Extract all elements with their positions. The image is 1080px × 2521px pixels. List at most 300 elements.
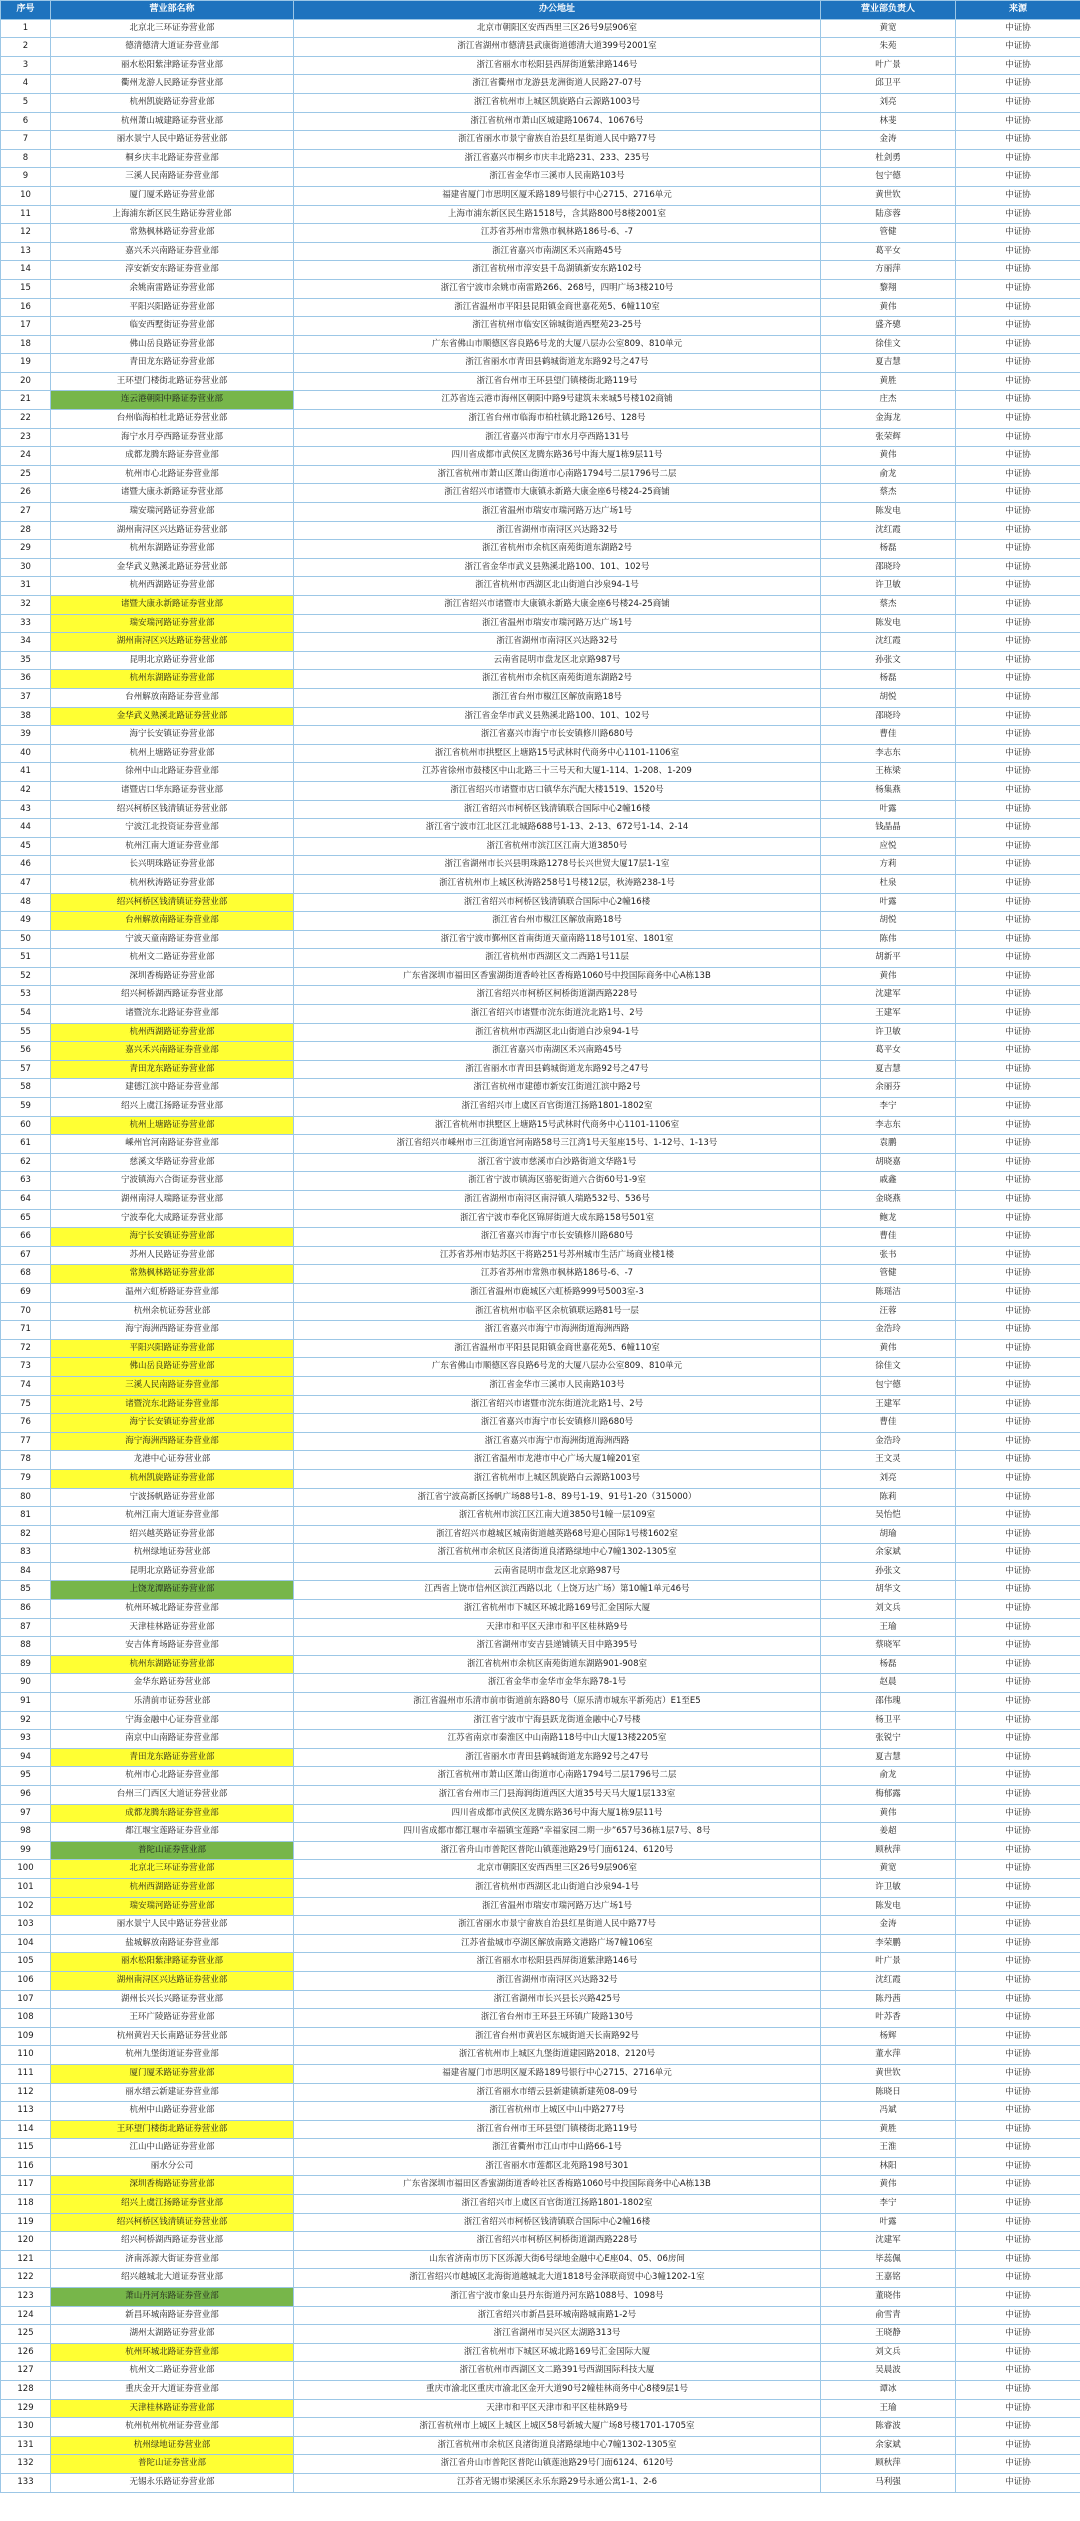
source-cell[interactable]: 中证协 — [956, 726, 1080, 745]
address-cell[interactable]: 浙江省湖州市南浔区南浔镇人瑞路532号、536号 — [294, 1191, 821, 1210]
source-cell[interactable]: 中证协 — [956, 558, 1080, 577]
manager-cell[interactable]: 李宁 — [821, 2195, 956, 2214]
branch-name-cell[interactable]: 天津桂林路证券营业部 — [51, 2399, 294, 2418]
branch-name-cell[interactable]: 海宁海洲西路证券营业部 — [51, 1432, 294, 1451]
source-cell[interactable]: 中证协 — [956, 2139, 1080, 2158]
source-cell[interactable]: 中证协 — [956, 521, 1080, 540]
manager-cell[interactable]: 叶露 — [821, 893, 956, 912]
source-cell[interactable]: 中证协 — [956, 298, 1080, 317]
source-cell[interactable]: 中证协 — [956, 874, 1080, 893]
index-cell[interactable]: 127 — [1, 2362, 51, 2381]
branch-name-cell[interactable]: 丽水分公司 — [51, 2157, 294, 2176]
manager-cell[interactable]: 陈发电 — [821, 503, 956, 522]
manager-cell[interactable]: 戚鑫 — [821, 1172, 956, 1191]
index-cell[interactable]: 60 — [1, 1116, 51, 1135]
branch-name-cell[interactable]: 丽水景宁人民中路证券营业部 — [51, 1916, 294, 1935]
index-cell[interactable]: 16 — [1, 298, 51, 317]
index-cell[interactable]: 94 — [1, 1748, 51, 1767]
address-cell[interactable]: 浙江省湖州市南浔区兴达路32号 — [294, 1971, 821, 1990]
address-cell[interactable]: 浙江省湖州市南浔区兴达路32号 — [294, 521, 821, 540]
manager-cell[interactable]: 余家斌 — [821, 2436, 956, 2455]
index-cell[interactable]: 19 — [1, 354, 51, 373]
source-cell[interactable]: 中证协 — [956, 2195, 1080, 2214]
source-cell[interactable]: 中证协 — [956, 763, 1080, 782]
index-cell[interactable]: 89 — [1, 1655, 51, 1674]
manager-cell[interactable]: 邵晓玲 — [821, 558, 956, 577]
index-cell[interactable]: 67 — [1, 1246, 51, 1265]
address-cell[interactable]: 浙江省嘉兴市海宁市长安镇修川路680号 — [294, 1228, 821, 1247]
branch-name-cell[interactable]: 王环广陵路证券营业部 — [51, 2009, 294, 2028]
source-cell[interactable]: 中证协 — [956, 38, 1080, 57]
index-cell[interactable]: 117 — [1, 2176, 51, 2195]
source-cell[interactable]: 中证协 — [956, 1525, 1080, 1544]
source-cell[interactable]: 中证协 — [956, 1748, 1080, 1767]
source-cell[interactable]: 中证协 — [956, 2325, 1080, 2344]
source-cell[interactable]: 中证协 — [956, 1060, 1080, 1079]
address-cell[interactable]: 江苏省苏州市常熟市枫林路186号-6、-7 — [294, 1265, 821, 1284]
address-cell[interactable]: 浙江省温州市瑞安市瑞河路万达广场1号 — [294, 1897, 821, 1916]
address-cell[interactable]: 浙江省丽水市松阳县西屏街道紫津路146号 — [294, 1953, 821, 1972]
address-cell[interactable]: 浙江省湖州市长兴县明珠路1278号长兴世贸大厦17层1-1室 — [294, 856, 821, 875]
branch-name-cell[interactable]: 杭州上塘路证券营业部 — [51, 1116, 294, 1135]
branch-name-cell[interactable]: 诸暨浣东北路证券营业部 — [51, 1005, 294, 1024]
branch-name-cell[interactable]: 建德江滨中路证券营业部 — [51, 1079, 294, 1098]
source-cell[interactable]: 中证协 — [956, 1786, 1080, 1805]
manager-cell[interactable]: 林阳 — [821, 2157, 956, 2176]
manager-cell[interactable]: 杨集燕 — [821, 781, 956, 800]
branch-name-cell[interactable]: 杭州萧山城建路证券营业部 — [51, 112, 294, 131]
manager-cell[interactable]: 金涛 — [821, 131, 956, 150]
source-cell[interactable]: 中证协 — [956, 372, 1080, 391]
source-cell[interactable]: 中证协 — [956, 2046, 1080, 2065]
branch-name-cell[interactable]: 杭州绿地证券营业部 — [51, 2436, 294, 2455]
source-cell[interactable]: 中证协 — [956, 2176, 1080, 2195]
manager-cell[interactable]: 刘文兵 — [821, 2343, 956, 2362]
index-cell[interactable]: 55 — [1, 1023, 51, 1042]
index-cell[interactable]: 7 — [1, 131, 51, 150]
address-cell[interactable]: 浙江省金华市三溪市人民南路103号 — [294, 1376, 821, 1395]
manager-cell[interactable]: 袁鹏 — [821, 1135, 956, 1154]
address-cell[interactable]: 浙江省嘉兴市海宁市水月亭西路131号 — [294, 428, 821, 447]
branch-name-cell[interactable]: 湖州南浔区兴达路证券营业部 — [51, 633, 294, 652]
manager-cell[interactable]: 黄伟 — [821, 2176, 956, 2195]
manager-cell[interactable]: 黄伟 — [821, 1339, 956, 1358]
manager-cell[interactable]: 王建军 — [821, 1395, 956, 1414]
index-cell[interactable]: 129 — [1, 2399, 51, 2418]
source-cell[interactable]: 中证协 — [956, 1153, 1080, 1172]
manager-cell[interactable]: 金海龙 — [821, 410, 956, 429]
source-cell[interactable]: 中证协 — [956, 800, 1080, 819]
source-cell[interactable]: 中证协 — [956, 2157, 1080, 2176]
branch-name-cell[interactable]: 台州临海柏杜北路证券营业部 — [51, 410, 294, 429]
address-cell[interactable]: 浙江省嘉兴市海宁市海洲街道海洲西路 — [294, 1321, 821, 1340]
manager-cell[interactable]: 顾秋萍 — [821, 1841, 956, 1860]
index-cell[interactable]: 61 — [1, 1135, 51, 1154]
index-cell[interactable]: 9 — [1, 168, 51, 187]
source-cell[interactable]: 中证协 — [956, 1376, 1080, 1395]
manager-cell[interactable]: 王晓静 — [821, 2325, 956, 2344]
index-cell[interactable]: 30 — [1, 558, 51, 577]
index-cell[interactable]: 75 — [1, 1395, 51, 1414]
source-cell[interactable]: 中证协 — [956, 670, 1080, 689]
manager-cell[interactable]: 沈红霞 — [821, 521, 956, 540]
manager-cell[interactable]: 孙张文 — [821, 1562, 956, 1581]
manager-cell[interactable]: 蔡晓军 — [821, 1637, 956, 1656]
source-cell[interactable]: 中证协 — [956, 279, 1080, 298]
branch-name-cell[interactable]: 杭州上塘路证券营业部 — [51, 744, 294, 763]
index-cell[interactable]: 44 — [1, 819, 51, 838]
branch-name-cell[interactable]: 瑞安瑞河路证券营业部 — [51, 1897, 294, 1916]
manager-cell[interactable]: 胡悦 — [821, 912, 956, 931]
branch-name-cell[interactable]: 海宁水月亭西路证券营业部 — [51, 428, 294, 447]
index-cell[interactable]: 112 — [1, 2083, 51, 2102]
address-cell[interactable]: 浙江省杭州市上城区秋涛路258号1号楼12层，秋涛路238-1号 — [294, 874, 821, 893]
branch-name-cell[interactable]: 宁波天童南路证券营业部 — [51, 930, 294, 949]
source-cell[interactable]: 中证协 — [956, 112, 1080, 131]
address-cell[interactable]: 浙江省台州市王环县望门镇楼街北路119号 — [294, 2120, 821, 2139]
source-cell[interactable]: 中证协 — [956, 1172, 1080, 1191]
address-cell[interactable]: 浙江省杭州市拱墅区上塘路15号武林时代商务中心1101-1106室 — [294, 744, 821, 763]
index-cell[interactable]: 8 — [1, 149, 51, 168]
address-cell[interactable]: 浙江省杭州市余杭区良渚街道良渚路绿地中心7幢1302-1305室 — [294, 2436, 821, 2455]
manager-cell[interactable]: 黄伟 — [821, 447, 956, 466]
branch-name-cell[interactable]: 湖州南浔区兴达路证券营业部 — [51, 1971, 294, 1990]
branch-name-cell[interactable]: 绍兴柯桥湖西路证券营业部 — [51, 986, 294, 1005]
index-cell[interactable]: 122 — [1, 2269, 51, 2288]
address-cell[interactable]: 浙江省绍兴市诸暨市大康镇永新路大康金座6号楼24-25商铺 — [294, 484, 821, 503]
manager-cell[interactable]: 黄伟 — [821, 967, 956, 986]
branch-name-cell[interactable]: 宁波奉化大成路证券营业部 — [51, 1209, 294, 1228]
index-cell[interactable]: 111 — [1, 2064, 51, 2083]
branch-name-cell[interactable]: 台州三门西区大道证券营业部 — [51, 1786, 294, 1805]
address-cell[interactable]: 浙江省嘉兴市海宁市长安镇修川路680号 — [294, 1414, 821, 1433]
index-cell[interactable]: 33 — [1, 614, 51, 633]
branch-name-cell[interactable]: 杭州东湖路证券营业部 — [51, 1655, 294, 1674]
source-cell[interactable]: 中证协 — [956, 1321, 1080, 1340]
index-cell[interactable]: 65 — [1, 1209, 51, 1228]
source-cell[interactable]: 中证协 — [956, 837, 1080, 856]
source-cell[interactable]: 中证协 — [956, 1562, 1080, 1581]
index-cell[interactable]: 100 — [1, 1860, 51, 1879]
source-cell[interactable]: 中证协 — [956, 1953, 1080, 1972]
index-cell[interactable]: 132 — [1, 2455, 51, 2474]
index-cell[interactable]: 39 — [1, 726, 51, 745]
index-cell[interactable]: 114 — [1, 2120, 51, 2139]
index-cell[interactable]: 26 — [1, 484, 51, 503]
address-cell[interactable]: 浙江省丽水市松阳县西屏街道紫津路146号 — [294, 56, 821, 75]
address-cell[interactable]: 浙江省金华市三溪市人民南路103号 — [294, 168, 821, 187]
branch-name-cell[interactable]: 佛山岳良路证券营业部 — [51, 335, 294, 354]
branch-name-cell[interactable]: 诸暨大康永新路证券营业部 — [51, 484, 294, 503]
index-cell[interactable]: 10 — [1, 186, 51, 205]
manager-cell[interactable]: 张书 — [821, 1246, 956, 1265]
branch-name-cell[interactable]: 杭州西湖路证券营业部 — [51, 577, 294, 596]
address-cell[interactable]: 浙江省湖州市安吉县递铺镇天目中路395号 — [294, 1637, 821, 1656]
index-cell[interactable]: 64 — [1, 1191, 51, 1210]
manager-cell[interactable]: 邵伟瑰 — [821, 1693, 956, 1712]
branch-name-cell[interactable]: 余姚南雷路证券营业部 — [51, 279, 294, 298]
branch-name-cell[interactable]: 德清德清大道证券营业部 — [51, 38, 294, 57]
source-cell[interactable]: 中证协 — [956, 317, 1080, 336]
index-cell[interactable]: 131 — [1, 2436, 51, 2455]
manager-cell[interactable]: 胡华文 — [821, 1581, 956, 1600]
branch-name-cell[interactable]: 三溪人民南路证券营业部 — [51, 168, 294, 187]
index-cell[interactable]: 52 — [1, 967, 51, 986]
manager-cell[interactable]: 包宁德 — [821, 1376, 956, 1395]
branch-name-cell[interactable]: 都江堰宝莲路证券营业部 — [51, 1823, 294, 1842]
source-cell[interactable]: 中证协 — [956, 2027, 1080, 2046]
address-cell[interactable]: 江苏省徐州市鼓楼区中山北路三十三号天和大厦1-114、1-208、1-209 — [294, 763, 821, 782]
manager-cell[interactable]: 管健 — [821, 224, 956, 243]
source-cell[interactable]: 中证协 — [956, 688, 1080, 707]
index-cell[interactable]: 40 — [1, 744, 51, 763]
index-cell[interactable]: 130 — [1, 2418, 51, 2437]
address-cell[interactable]: 浙江省宁波市宁海县跃龙街道金融中心7号楼 — [294, 1711, 821, 1730]
manager-cell[interactable]: 葛平女 — [821, 1042, 956, 1061]
index-cell[interactable]: 101 — [1, 1878, 51, 1897]
manager-cell[interactable]: 刘亮 — [821, 93, 956, 112]
branch-name-cell[interactable]: 丽水松阳紫津路证券营业部 — [51, 56, 294, 75]
index-cell[interactable]: 43 — [1, 800, 51, 819]
address-cell[interactable]: 浙江省台州市椒江区解放南路18号 — [294, 688, 821, 707]
source-cell[interactable]: 中证协 — [956, 242, 1080, 261]
source-cell[interactable]: 中证协 — [956, 1488, 1080, 1507]
index-cell[interactable]: 80 — [1, 1488, 51, 1507]
index-cell[interactable]: 83 — [1, 1544, 51, 1563]
source-cell[interactable]: 中证协 — [956, 1358, 1080, 1377]
branch-name-cell[interactable]: 绍兴柯桥湖西路证券营业部 — [51, 2232, 294, 2251]
index-cell[interactable]: 85 — [1, 1581, 51, 1600]
branch-name-cell[interactable]: 杭州江南大道证券营业部 — [51, 1507, 294, 1526]
source-cell[interactable]: 中证协 — [956, 1246, 1080, 1265]
source-cell[interactable]: 中证协 — [956, 465, 1080, 484]
address-cell[interactable]: 浙江省杭州市西湖区北山街道白沙泉94-1号 — [294, 1023, 821, 1042]
source-cell[interactable]: 中证协 — [956, 2269, 1080, 2288]
address-cell[interactable]: 浙江省绍兴市柯桥区柯桥街道湖西路228号 — [294, 986, 821, 1005]
source-cell[interactable]: 中证协 — [956, 819, 1080, 838]
index-cell[interactable]: 2 — [1, 38, 51, 57]
branch-name-cell[interactable]: 湖州长兴长兴路证券营业部 — [51, 1990, 294, 2009]
source-cell[interactable]: 中证协 — [956, 2288, 1080, 2307]
index-cell[interactable]: 72 — [1, 1339, 51, 1358]
branch-name-cell[interactable]: 绍兴上虞江扬路证券营业部 — [51, 1098, 294, 1117]
index-cell[interactable]: 77 — [1, 1432, 51, 1451]
index-cell[interactable]: 84 — [1, 1562, 51, 1581]
index-cell[interactable]: 128 — [1, 2381, 51, 2400]
branch-name-cell[interactable]: 普陀山证券营业部 — [51, 1841, 294, 1860]
address-cell[interactable]: 浙江省台州市椒江区解放南路18号 — [294, 912, 821, 931]
branch-name-cell[interactable]: 济南泺源大街证券营业部 — [51, 2250, 294, 2269]
index-cell[interactable]: 20 — [1, 372, 51, 391]
address-cell[interactable]: 上海市浦东新区民生路1518号，含其路800号8楼2001室 — [294, 205, 821, 224]
header-branch-name[interactable]: 营业部名称 — [51, 1, 294, 20]
branch-name-cell[interactable]: 青田龙东路证券营业部 — [51, 1060, 294, 1079]
source-cell[interactable]: 中证协 — [956, 391, 1080, 410]
branch-name-cell[interactable]: 丽水景宁人民中路证券营业部 — [51, 131, 294, 150]
index-cell[interactable]: 109 — [1, 2027, 51, 2046]
manager-cell[interactable]: 刘文兵 — [821, 1600, 956, 1619]
index-cell[interactable]: 106 — [1, 1971, 51, 1990]
manager-cell[interactable]: 邵晓玲 — [821, 707, 956, 726]
index-cell[interactable]: 14 — [1, 261, 51, 280]
address-cell[interactable]: 天津市和平区天津市和平区桂林路9号 — [294, 2399, 821, 2418]
index-cell[interactable]: 1 — [1, 19, 51, 38]
branch-name-cell[interactable]: 乐清前市证券营业部 — [51, 1693, 294, 1712]
source-cell[interactable]: 中证协 — [956, 2306, 1080, 2325]
source-cell[interactable]: 中证协 — [956, 2436, 1080, 2455]
source-cell[interactable]: 中证协 — [956, 2362, 1080, 2381]
branch-name-cell[interactable]: 海宁海洲西路证券营业部 — [51, 1321, 294, 1340]
source-cell[interactable]: 中证协 — [956, 1432, 1080, 1451]
address-cell[interactable]: 浙江省杭州市建德市新安江街道江滨中路2号 — [294, 1079, 821, 1098]
address-cell[interactable]: 江苏省盐城市亭湖区解放南路文港路广场7幢106室 — [294, 1934, 821, 1953]
manager-cell[interactable]: 夏吉慧 — [821, 1060, 956, 1079]
branch-name-cell[interactable]: 无锡永乐路证券营业部 — [51, 2473, 294, 2492]
manager-cell[interactable]: 董晓伟 — [821, 2288, 956, 2307]
index-cell[interactable]: 27 — [1, 503, 51, 522]
source-cell[interactable]: 中证协 — [956, 1544, 1080, 1563]
address-cell[interactable]: 山东省济南市历下区泺源大街6号绿地金融中心E座04、05、06房间 — [294, 2250, 821, 2269]
branch-name-cell[interactable]: 湖州南浔区兴达路证券营业部 — [51, 521, 294, 540]
address-cell[interactable]: 广东省佛山市顺德区容良路6号龙的大厦八层办公室809、810单元 — [294, 1358, 821, 1377]
index-cell[interactable]: 17 — [1, 317, 51, 336]
manager-cell[interactable]: 黄伟 — [821, 1804, 956, 1823]
branch-name-cell[interactable]: 绍兴柯桥区钱清镇证券营业部 — [51, 800, 294, 819]
address-cell[interactable]: 浙江省宁波市鄞州区首南街道天童南路118号101室、1801室 — [294, 930, 821, 949]
branch-name-cell[interactable]: 昆明北京路证券营业部 — [51, 651, 294, 670]
branch-name-cell[interactable]: 佛山岳良路证券营业部 — [51, 1358, 294, 1377]
index-cell[interactable]: 51 — [1, 949, 51, 968]
branch-name-cell[interactable]: 江山中山路证券营业部 — [51, 2139, 294, 2158]
branch-name-cell[interactable]: 衢州龙游人民路证券营业部 — [51, 75, 294, 94]
manager-cell[interactable]: 王瑜 — [821, 1618, 956, 1637]
source-cell[interactable]: 中证协 — [956, 1228, 1080, 1247]
address-cell[interactable]: 北京市朝阳区安西西里三区26号9层906室 — [294, 1860, 821, 1879]
branch-name-cell[interactable]: 天津桂林路证券营业部 — [51, 1618, 294, 1637]
branch-name-cell[interactable]: 安吉体育场路证券营业部 — [51, 1637, 294, 1656]
address-cell[interactable]: 浙江省绍兴市上虞区百官街道江扬路1801-1802室 — [294, 1098, 821, 1117]
index-cell[interactable]: 116 — [1, 2157, 51, 2176]
manager-cell[interactable]: 金浩玲 — [821, 1432, 956, 1451]
branch-name-cell[interactable]: 成都龙腾东路证券营业部 — [51, 1804, 294, 1823]
index-cell[interactable]: 29 — [1, 540, 51, 559]
address-cell[interactable]: 浙江省杭州市萧山区城建路10674、10676号 — [294, 112, 821, 131]
manager-cell[interactable]: 沈建军 — [821, 2232, 956, 2251]
address-cell[interactable]: 浙江省温州市龙港市中心广场大厦1幢201室 — [294, 1451, 821, 1470]
address-cell[interactable]: 浙江省杭州市西湖区北山街道白沙泉94-1号 — [294, 1878, 821, 1897]
manager-cell[interactable]: 陈睿波 — [821, 2418, 956, 2437]
manager-cell[interactable]: 许卫敏 — [821, 1878, 956, 1897]
index-cell[interactable]: 46 — [1, 856, 51, 875]
index-cell[interactable]: 113 — [1, 2102, 51, 2121]
source-cell[interactable]: 中证协 — [956, 1674, 1080, 1693]
index-cell[interactable]: 56 — [1, 1042, 51, 1061]
manager-cell[interactable]: 余家斌 — [821, 1544, 956, 1563]
index-cell[interactable]: 125 — [1, 2325, 51, 2344]
source-cell[interactable]: 中证协 — [956, 2455, 1080, 2474]
branch-name-cell[interactable]: 常熟枫林路证券营业部 — [51, 224, 294, 243]
address-cell[interactable]: 浙江省宁波市象山县丹东街道丹河东路1088号、1098号 — [294, 2288, 821, 2307]
manager-cell[interactable]: 庄杰 — [821, 391, 956, 410]
branch-name-cell[interactable]: 杭州市心北路证券营业部 — [51, 1767, 294, 1786]
branch-name-cell[interactable]: 杭州西湖路证券营业部 — [51, 1023, 294, 1042]
address-cell[interactable]: 浙江省丽水市景宁畲族自治县红星街道人民中路77号 — [294, 131, 821, 150]
branch-name-cell[interactable]: 长兴明珠路证券营业部 — [51, 856, 294, 875]
index-cell[interactable]: 12 — [1, 224, 51, 243]
source-cell[interactable]: 中证协 — [956, 1878, 1080, 1897]
address-cell[interactable]: 江苏省南京市秦淮区中山南路118号中山大厦13楼2205室 — [294, 1730, 821, 1749]
index-cell[interactable]: 25 — [1, 465, 51, 484]
index-cell[interactable]: 73 — [1, 1358, 51, 1377]
index-cell[interactable]: 35 — [1, 651, 51, 670]
address-cell[interactable]: 浙江省绍兴市诸暨市浣东街道浣北路1号、2号 — [294, 1395, 821, 1414]
manager-cell[interactable]: 王栋梁 — [821, 763, 956, 782]
branch-name-cell[interactable]: 湖州太湖路证券营业部 — [51, 2325, 294, 2344]
address-cell[interactable]: 浙江省杭州市滨江区江南大道3850号1幢一层109室 — [294, 1507, 821, 1526]
index-cell[interactable]: 62 — [1, 1153, 51, 1172]
index-cell[interactable]: 38 — [1, 707, 51, 726]
branch-name-cell[interactable]: 王环望门楼街北路证券营业部 — [51, 372, 294, 391]
address-cell[interactable]: 浙江省杭州市临平区余杭镇联运路81号一层 — [294, 1302, 821, 1321]
source-cell[interactable]: 中证协 — [956, 75, 1080, 94]
manager-cell[interactable]: 杜泉 — [821, 874, 956, 893]
index-cell[interactable]: 120 — [1, 2232, 51, 2251]
branch-name-cell[interactable]: 嘉兴禾兴南路证券营业部 — [51, 1042, 294, 1061]
index-cell[interactable]: 4 — [1, 75, 51, 94]
source-cell[interactable]: 中证协 — [956, 1916, 1080, 1935]
address-cell[interactable]: 浙江省绍兴市诸暨市浣东街道浣北路1号、2号 — [294, 1005, 821, 1024]
index-cell[interactable]: 126 — [1, 2343, 51, 2362]
manager-cell[interactable]: 李荣鹏 — [821, 1934, 956, 1953]
index-cell[interactable]: 53 — [1, 986, 51, 1005]
branch-name-cell[interactable]: 金华武义熟溪北路证券营业部 — [51, 558, 294, 577]
source-cell[interactable]: 中证协 — [956, 1934, 1080, 1953]
address-cell[interactable]: 浙江省杭州市余杭区南苑街道东湖路2号 — [294, 670, 821, 689]
address-cell[interactable]: 广东省深圳市福田区香蜜湖街道香岭社区香梅路1060号中投国际商务中心A栋13B — [294, 2176, 821, 2195]
index-cell[interactable]: 123 — [1, 2288, 51, 2307]
address-cell[interactable]: 浙江省宁波市镇海区骆驼街道六合街60号1-9室 — [294, 1172, 821, 1191]
branch-name-cell[interactable]: 丽水缙云新建证券营业部 — [51, 2083, 294, 2102]
manager-cell[interactable]: 吴怡恺 — [821, 1507, 956, 1526]
address-cell[interactable]: 浙江省杭州市上城区九堡街道建园路2018、2120号 — [294, 2046, 821, 2065]
index-cell[interactable]: 86 — [1, 1600, 51, 1619]
manager-cell[interactable]: 金浩玲 — [821, 1321, 956, 1340]
address-cell[interactable]: 浙江省杭州市下城区环城北路169号汇金国际大厦 — [294, 2343, 821, 2362]
source-cell[interactable]: 中证协 — [956, 2102, 1080, 2121]
manager-cell[interactable]: 许卫敏 — [821, 577, 956, 596]
address-cell[interactable]: 福建省厦门市思明区厦禾路189号银行中心2715、2716单元 — [294, 2064, 821, 2083]
manager-cell[interactable]: 曹佳 — [821, 1414, 956, 1433]
manager-cell[interactable]: 杨磊 — [821, 540, 956, 559]
address-cell[interactable]: 江苏省苏州市常熟市枫林路186号-6、-7 — [294, 224, 821, 243]
address-cell[interactable]: 浙江省嘉兴市海宁市海洲街道海洲西路 — [294, 1432, 821, 1451]
manager-cell[interactable]: 方莉 — [821, 856, 956, 875]
source-cell[interactable]: 中证协 — [956, 1283, 1080, 1302]
manager-cell[interactable]: 黎翔 — [821, 279, 956, 298]
source-cell[interactable]: 中证协 — [956, 1469, 1080, 1488]
branch-name-cell[interactable]: 平阳兴阳路证券营业部 — [51, 1339, 294, 1358]
manager-cell[interactable]: 胡新平 — [821, 949, 956, 968]
source-cell[interactable]: 中证协 — [956, 2399, 1080, 2418]
branch-name-cell[interactable]: 常熟枫林路证券营业部 — [51, 1265, 294, 1284]
branch-name-cell[interactable]: 杭州杭州杭州证券营业部 — [51, 2418, 294, 2437]
index-cell[interactable]: 91 — [1, 1693, 51, 1712]
address-cell[interactable]: 浙江省杭州市余杭区南苑街道东湖路2号 — [294, 540, 821, 559]
manager-cell[interactable]: 曹佳 — [821, 726, 956, 745]
index-cell[interactable]: 81 — [1, 1507, 51, 1526]
address-cell[interactable]: 浙江省嘉兴市南湖区禾兴南路45号 — [294, 242, 821, 261]
address-cell[interactable]: 浙江省宁波市奉化区锦屏街道大成东路158号501室 — [294, 1209, 821, 1228]
